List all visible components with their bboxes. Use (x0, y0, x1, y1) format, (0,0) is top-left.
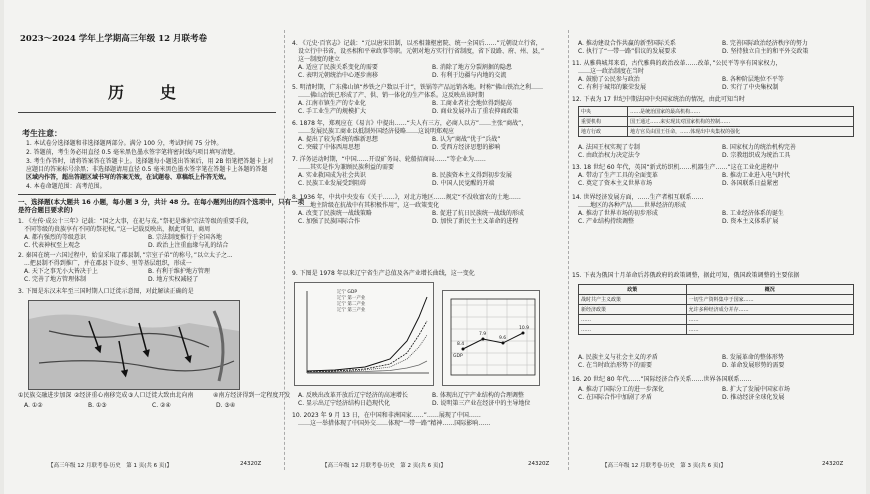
table-row (579, 295, 854, 305)
question-2: 2. 秦国在统一六国过程中，始皇采取了郡县制，”宗室子弟”的称号，”以立太子之... (18, 252, 233, 259)
option: D. 中国人民觉醒的开端 (432, 180, 495, 187)
table-cell: 地方行政 (579, 127, 628, 137)
table-row (579, 305, 854, 315)
option: ③人口迁徙大致由北向南 (128, 392, 194, 399)
question-1: 1. 《左传·成公十三年》记载：“国之大事，在祀与戎。”祭祀是维护宗法等级的重要手段， (18, 218, 253, 225)
option: C. 手工业生产的规模扩大 (298, 108, 367, 115)
question-5-line: ……佛山冶铁已形成了产、供、销一体化的生产体系。这反映出该时期 (298, 92, 485, 99)
table-cell: …… (686, 315, 853, 325)
page-footer: 【高三年级 12 月联考卷·历史 第 3 页(共 6 页)】 (602, 463, 727, 469)
question-8-line: ……地主阶级在抗战中有其积极作用”，这一政策变化 (298, 202, 440, 209)
option: A. 鼓励了公民参与政治 (578, 76, 640, 83)
question-2-line: ...把县制不得到推广，并在郡县下设乡、里等基层组织，形成一 (24, 260, 192, 267)
table-cell: 中央 (579, 107, 628, 117)
option: B. 宗法制度推行于全国各地 (148, 234, 222, 241)
page-code: 24320Z (528, 461, 550, 467)
data-label: 10.9 (519, 326, 530, 331)
option: C. 有利于城邦的繁荣发展 (578, 84, 647, 91)
option: C. 加强了民族国际合作 (298, 218, 361, 225)
legend-item: 辽宁 第二产业 (337, 302, 366, 307)
option: A. 都有强烈的等级意识 (24, 234, 86, 241)
table-cell: …… (579, 325, 687, 335)
subject-title: 历 史 (107, 83, 186, 102)
option: ④南方经济得到一定程度开发 (213, 392, 291, 399)
option: D. 各国联系日益紧密 (722, 180, 779, 187)
question-4: 4. 《元史·百官志》记载：“元以唐宋旧制，以丞相兼枢密院、统一全国后……”元朝设立行省， (292, 40, 542, 47)
question-7: 7. 洋务运动时期，“中国……开设矿务局、轮船招商局……”等企业为…… (292, 156, 486, 163)
notice-item: 1. 本试卷分选择题和非选择题两部分。满分 100 分，考试时间 75 分钟。 (26, 140, 223, 147)
option: B. 体现出辽宁产业结构的合理调整 (432, 392, 524, 399)
question-11-line: ……这一政治制度在当时 (578, 68, 645, 75)
option: C. 在当时政治形势下的需要 (578, 362, 653, 369)
question-8: 8. 1936 年，中共中央发布《关于……》，对北方地区……规定“不没收富农的土地…… (292, 194, 521, 201)
data-label: 7.9 (479, 332, 487, 337)
table-cell: 国王通过……来实现其对国家机构的控制…… (628, 117, 854, 127)
option: D. 坚持独立自主的和平外交政策 (722, 48, 809, 55)
question-6-line: ……发展民族工商业以抵制外国经济侵略……这说明郑观应 (298, 128, 455, 135)
table-cell: …… (579, 315, 687, 325)
question-9: 9. 下图是 1978 年以来辽宁省生产总值及各产业增长曲线，这一变化 (292, 270, 475, 277)
data-label: 9.6 (499, 336, 507, 341)
option: B. 工业经济体系的诞生 (722, 210, 784, 217)
option: A. 法国王权实现了专制 (578, 144, 640, 151)
question-6: 6. 1878 年，郑观应在《易言》中提出……“夫人有三方，必商人以方”……主张“商战”， (292, 120, 528, 127)
page-column-1 (18, 0, 305, 494)
option: C. 执行了“一带一路”倡议的发展要求 (578, 48, 677, 55)
option: B. 发展革命的整体形势 (722, 354, 784, 361)
section-heading: 一、选择题(本大题共 16 小题，每小题 3 分，共计 48 分。在每小题列出的四个选项中，只有一项 (18, 198, 305, 206)
notice-item: 2. 答题前，考生务必用直径 0.5 毫米黑色墨水签字笔将密封线内项目填写清楚。 (26, 149, 239, 156)
table-cell: 允许多种经济成分并存…… (686, 305, 853, 315)
option: B. 民族资本主义得到初步发展 (432, 172, 512, 179)
option: D. 宗教组织成为统治工具 (722, 152, 791, 159)
gdp-line-chart (294, 282, 434, 386)
page-column-2 (292, 0, 564, 494)
section-heading: 是符合题目要求的) (18, 206, 73, 214)
option: A. 实业救国成为社会共识 (298, 172, 366, 179)
page-code: 24320Z (240, 461, 262, 467)
question-4-line: 设立行中书省，设丞相和平章政事等职。元朝对地方实行行省制度，省下设路、府、州、县，” (298, 48, 545, 55)
option: C. 完善了地方管理体制 (24, 276, 87, 283)
option: A. 推动建设合作共赢的新型国际关系 (578, 40, 676, 47)
option: C. 代表神权至上观念 (24, 242, 81, 249)
option: D. 推动经济全球化发展 (722, 394, 785, 401)
governance-table (578, 106, 854, 137)
table-cell: 战时共产主义政策 (579, 295, 687, 305)
option: A. 反映出改革开放后辽宁经济的高速增长 (298, 392, 408, 399)
question-10: 10. 2023 年 9 月 13 日，在中国和非洲国家……”……展现了中国…… (292, 412, 481, 419)
exam-sheet (4, 0, 866, 494)
exam-header: 2023～2024 学年上学期高三年级 12 月联考卷 (20, 34, 208, 44)
option: C. 奠定了资本主义世界市场 (578, 180, 653, 187)
option: B. 各种阶层地位不平等 (722, 76, 784, 83)
option: A. 推动了国际分工的进一步深化 (578, 386, 664, 393)
notice-title: 考生注意： (22, 129, 62, 138)
answer-option: B. ①③ (88, 402, 107, 409)
growth-rate-chart (442, 290, 540, 386)
question-10-line: ……这一举措体现了中国外交……体现“一带一路”精神……国际影响…… (298, 420, 491, 427)
table-cell: ……是统治国家的最高机构…… (628, 107, 854, 117)
option: D. 实行了中央集权制 (722, 84, 779, 91)
table-header: 政策 (579, 285, 687, 295)
page-column-3 (572, 0, 864, 494)
option: A. 带动了生产工具的全面变革 (578, 172, 658, 179)
question-12: 12. 下表为 17 世纪中期法国中央国家统治的情况，由此可知当时 (572, 96, 745, 103)
option: B. 认为“商战”优于“兵战” (432, 136, 501, 143)
option: D. 商业发展冲击了重农抑商政策 (432, 108, 519, 115)
option: C. 显示出辽宁经济结构日趋现代化 (298, 400, 391, 407)
legend-item: 辽宁 第一产业 (337, 296, 366, 301)
table-row (579, 127, 854, 137)
answer-option: A. ①② (24, 402, 43, 409)
question-16: 16. 20 世纪 80 年代……”国际经济合作关系……世界各国联系…… (572, 376, 752, 383)
option: D. 资本主义体系扩展 (722, 218, 779, 225)
legend-item: 辽宁 第三产业 (337, 308, 366, 313)
option: B. 扩大了发展中国家市场 (722, 386, 790, 393)
question-7-line: ……其实是作为兼顾民族利益的需要 (298, 164, 395, 171)
option: C. 表明元朝统治中心逐步南移 (298, 72, 379, 79)
table-row (579, 117, 854, 127)
series-secondary-line (307, 321, 427, 372)
option: D. 地方实权减轻了 (148, 276, 199, 283)
question-5: 5. 明清时期，广东佛山镇“炒铁之户数以千计”，铁锅等产品远销各地。时称“佛山铁冶之利…… (292, 84, 543, 91)
page-footer: 【高三年级 12 月联考卷·历史 第 1 页(共 6 页)】 (48, 463, 173, 469)
notice-item: 区域内作答，超出答题区域书写的答案无效，在试题卷、草稿纸上作答无效。 (26, 174, 231, 181)
option: D. 加快了新民主主义革命的进程 (432, 218, 519, 225)
question-15: 15. 下表为俄国十月革命后苏俄政府的政策调整，据此可知，俄国政策调整的主要依据 (572, 272, 800, 279)
option: A. 改变了民族统一战线策略 (298, 210, 372, 217)
question-4-line: 这一制度的建立 (298, 56, 341, 63)
page-footer: 【高三年级 12 月联考卷·历史 第 2 页(共 6 页)】 (322, 463, 447, 469)
option: B. 有利于维护地方管理 (148, 268, 210, 275)
growth-rate-chart-svg (443, 291, 539, 385)
question-1-line: 不同等级的贵族享有不同的祭祀权。”这一记载反映出，据此可知，商周 (24, 226, 211, 233)
option: A. 提出了较为系统的维新思想 (298, 136, 378, 143)
question-3: 3. 下图是东汉末年至三国时期人口迁徙示意图，对此解读正确的是 (18, 288, 194, 295)
notice-item: 3. 考生作答时，请将答案答在答题卡上。选择题每小题选出答案后，用 2B 铅笔把答题卡上对 (26, 158, 274, 165)
policy-table (578, 284, 854, 335)
data-label: 8.4 (457, 342, 465, 347)
question-11: 11. 从雅典城邦来看，古代雅典的政治改革……改革，”公民平等享有国家权力， (572, 60, 782, 67)
divider (18, 112, 276, 113)
option: D. 有利于边疆与内地的交流 (432, 72, 507, 79)
option: B. 完善国际政治经济秩序的努力 (722, 40, 808, 47)
option: B. 推动工业进入电气时代 (722, 172, 790, 179)
option: ②经济重心南移完成 (74, 392, 128, 399)
table-cell: …… (686, 325, 853, 335)
notice-item: 4. 本卷命题范围：高考范围。 (26, 183, 106, 190)
option: A. 江南市镇生产的专业化 (298, 100, 366, 107)
answer-option: D. ③④ (216, 402, 236, 409)
column-divider (568, 30, 569, 470)
map-illustration (29, 301, 239, 389)
notice-item: 应题目的答案标号涂黑；非选择题请用直径 0.5 毫米黑色墨水签字笔在答题卡上各题的答题 (26, 166, 268, 173)
option: A. 民族主义与社会主义的矛盾 (578, 354, 658, 361)
option: B. 工商业者社会地位得到提高 (432, 100, 512, 107)
question-14-line: ……地区的各种产品……世界经济的形成 (578, 202, 687, 209)
table-cell: 一切生产资料集中于国家…… (686, 295, 853, 305)
question-13: 13. 18 世纪 60 年代，英国“新式纺织机……机器生产……”这在工业化进程中 (572, 164, 779, 171)
question-14: 14. 世界经济发展方面，……生产者相互联系…… (572, 194, 704, 201)
option: A. 适应了民族关系变化的需要 (298, 64, 378, 71)
option: D. 受西方经济思想的影响 (432, 144, 501, 151)
table-header-row (579, 285, 854, 295)
table-cell: 新经济政策 (579, 305, 687, 315)
legend-item: 辽宁 GDP (337, 290, 358, 295)
option: C. 在国际合作中加剧了矛盾 (578, 394, 653, 401)
table-row (579, 315, 854, 325)
option: A. 推动了世界市场的初步形成 (578, 210, 658, 217)
option: D. 说明第三产业在经济中的主导地位 (432, 400, 531, 407)
table-cell: 重要机构 (579, 117, 628, 127)
option: ①民族交融进步加深 (18, 392, 72, 399)
series-label: GDP (453, 354, 463, 359)
option: D. 革命发展形势的需要 (722, 362, 785, 369)
migration-map (28, 300, 240, 390)
option: A. 天下之事无小大皆决于上 (24, 268, 98, 275)
option: C. 产业结构持续调整 (578, 218, 635, 225)
option: B. 国家权力的统治机构完善 (722, 144, 796, 151)
answer-option: C. ②④ (152, 402, 171, 409)
divider (18, 194, 276, 195)
column-divider (284, 30, 285, 470)
option: C. 突破了中体西用思想 (298, 144, 361, 151)
table-row (579, 107, 854, 117)
table-header: 概况 (686, 285, 853, 295)
option: C. 由政治权力决定法令 (578, 152, 641, 159)
option: B. 促进了抗日民族统一战线的形成 (432, 210, 524, 217)
page-code: 24320Z (822, 461, 844, 467)
option: C. 民族工业发展受到阻碍 (298, 180, 367, 187)
table-row (579, 325, 854, 335)
option: B. 消除了地方分裂割据的隐患 (432, 64, 512, 71)
option: D. 政治上注重血缘与礼的结合 (148, 242, 229, 249)
series-gdp-line (307, 297, 427, 371)
table-cell: 地方官员由国王任命，……体现出中央集权的强化 (628, 127, 854, 137)
